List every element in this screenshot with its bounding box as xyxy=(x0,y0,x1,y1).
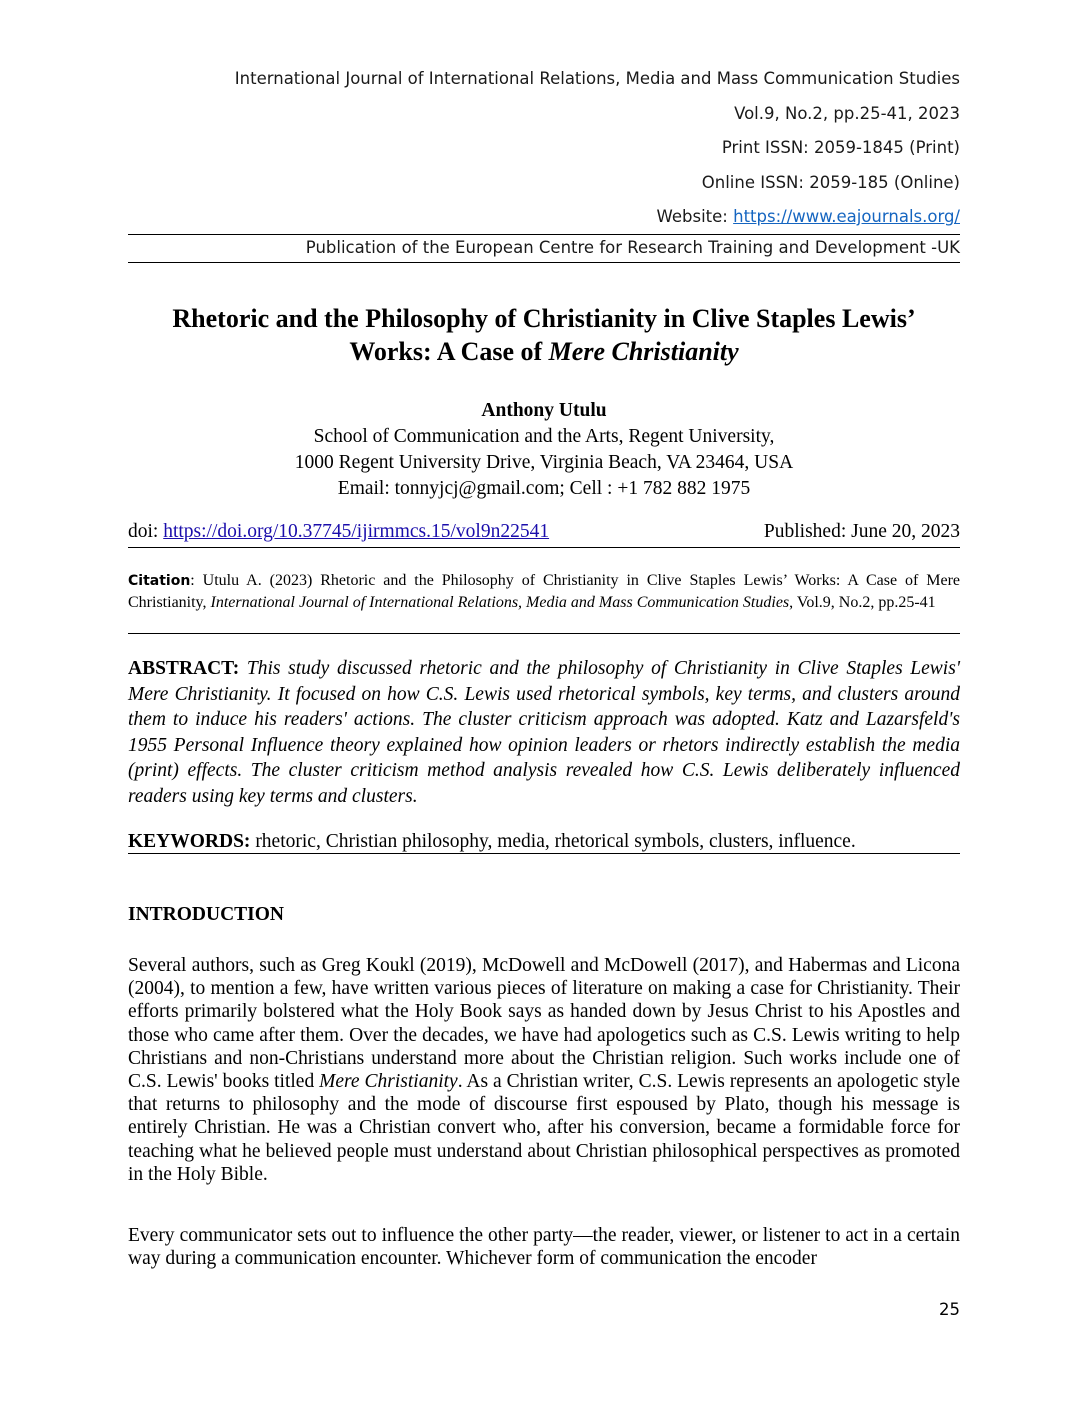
citation-text-1: : Utulu A. (2023) Rhetoric and the Philosophy of Christianity in Clive Staples Lewis’ Works: A Case of Mere Christianity, xyxy=(128,572,960,611)
introduction-paragraph-2: Every communicator sets out to influence the other party—the reader, viewer, or listener to act in a certain way during a communication encounter. Whichever form of communication the encoder xyxy=(128,1225,960,1270)
citation-journal: International Journal of International Relations, Media and Mass Communication Studies xyxy=(210,594,790,611)
print-issn: Print ISSN: 2059-1845 (Print) xyxy=(721,138,960,157)
citation-rule xyxy=(128,633,960,634)
author-address: 1000 Regent University Drive, Virginia Beach, VA 23464, USA xyxy=(294,452,794,473)
author-contact: Email: tonnyjcj@gmail.com; Cell : +1 782 882 1975 xyxy=(337,478,751,499)
keywords-text: rhetoric, Christian philosophy, media, rhetorical symbols, clusters, influence. xyxy=(250,831,856,852)
publisher-line: Publication of the European Centre for Research Training and Development -UK xyxy=(305,238,960,257)
title-book-name: Mere Christianity xyxy=(548,337,739,366)
introduction-paragraph-1 xyxy=(128,954,960,1186)
author-affiliation: School of Communication and the Arts, Regent University, xyxy=(313,426,775,447)
published-date: Published: June 20, 2023 xyxy=(763,521,960,542)
article-title xyxy=(128,302,960,368)
para1-text-1: Several authors, such as Greg Koukl (2019), McDowell and McDowell (2017), and Habermas and Licona (2004), to mention a few, have written various pieces of literature on making a case for Christianity. Their efforts primarily bolstered what the Holy Book says as handed down by Jesus Christ to his Apostles and those who came after them. Over the decades, we have had apologetics such as C.S. Lewis writing to help Christians and non-Christians understand more about the Christian religion. Such works include one of C.S. Lewis' books titled xyxy=(128,955,960,1093)
page-number: 25 xyxy=(939,1300,960,1319)
doi-row xyxy=(128,521,960,543)
abstract xyxy=(128,656,960,809)
para1-book-name: Mere Christianity xyxy=(319,1071,458,1093)
doi-rule xyxy=(128,547,960,548)
header-rule xyxy=(128,234,960,235)
citation-label: Citation xyxy=(128,573,191,589)
website-label: Website: xyxy=(656,207,734,226)
doi-link[interactable]: https://doi.org/10.37745/ijirmmcs.15/vol9n22541 xyxy=(163,521,550,542)
keywords xyxy=(128,829,960,855)
author-block xyxy=(128,398,960,502)
website-line xyxy=(235,200,960,235)
doi-label: doi: xyxy=(128,521,164,542)
online-issn: Online ISSN: 2059-185 (Online) xyxy=(701,172,960,192)
website-link[interactable]: https://www.eajournals.org/ xyxy=(733,207,960,226)
citation-text-2: , Vol.9, No.2, pp.25-41 xyxy=(789,594,936,611)
abstract-label: ABSTRACT: xyxy=(128,658,247,679)
title-prefix: Works: A Case of xyxy=(349,337,549,366)
journal-name: International Journal of International Relations, Media and Mass Communication Studies xyxy=(234,69,960,88)
title-line-2 xyxy=(128,335,960,368)
para1-text-2: . As a Christian writer, C.S. Lewis represents an apologetic style that returns to philosophy and the mode of discourse first espoused by Plato, though his message is entirely Christian. He was a Christian convert who, after his conversion, became a formidable force for teaching what he believed people must understand about Christian philosophical perspectives as promoted in the Holy Bible. xyxy=(128,1071,960,1185)
author-name: Anthony Utulu xyxy=(481,400,607,421)
title-line-1: Rhetoric and the Philosophy of Christianity in Clive Staples Lewis’ xyxy=(172,304,916,333)
volume-info: Vol.9, No.2, pp.25-41, 2023 xyxy=(734,103,960,123)
introduction-heading: INTRODUCTION xyxy=(128,904,285,925)
publisher-rule xyxy=(128,262,960,263)
doi xyxy=(128,521,549,543)
keywords-label: KEYWORDS: xyxy=(128,831,251,852)
keywords-rule xyxy=(128,853,960,854)
journal-header xyxy=(235,62,960,235)
abstract-text: This study discussed rhetoric and the philosophy of Christianity in Clive Staples Lewis' Mere Christianity. It focused on how C.S. Lewis used rhetorical symbols, key terms, and clusters around them to induce his readers' actions. The cluster criticism approach was adopted. Katz and Lazarsfeld's 1955 Personal Influence theory explained how opinion leaders or rhetors indirectly establish the media (print) effects. The cluster criticism method analysis revealed how C.S. Lewis deliberately influenced readers using key terms and clusters. xyxy=(128,658,960,807)
citation-block xyxy=(128,570,960,613)
